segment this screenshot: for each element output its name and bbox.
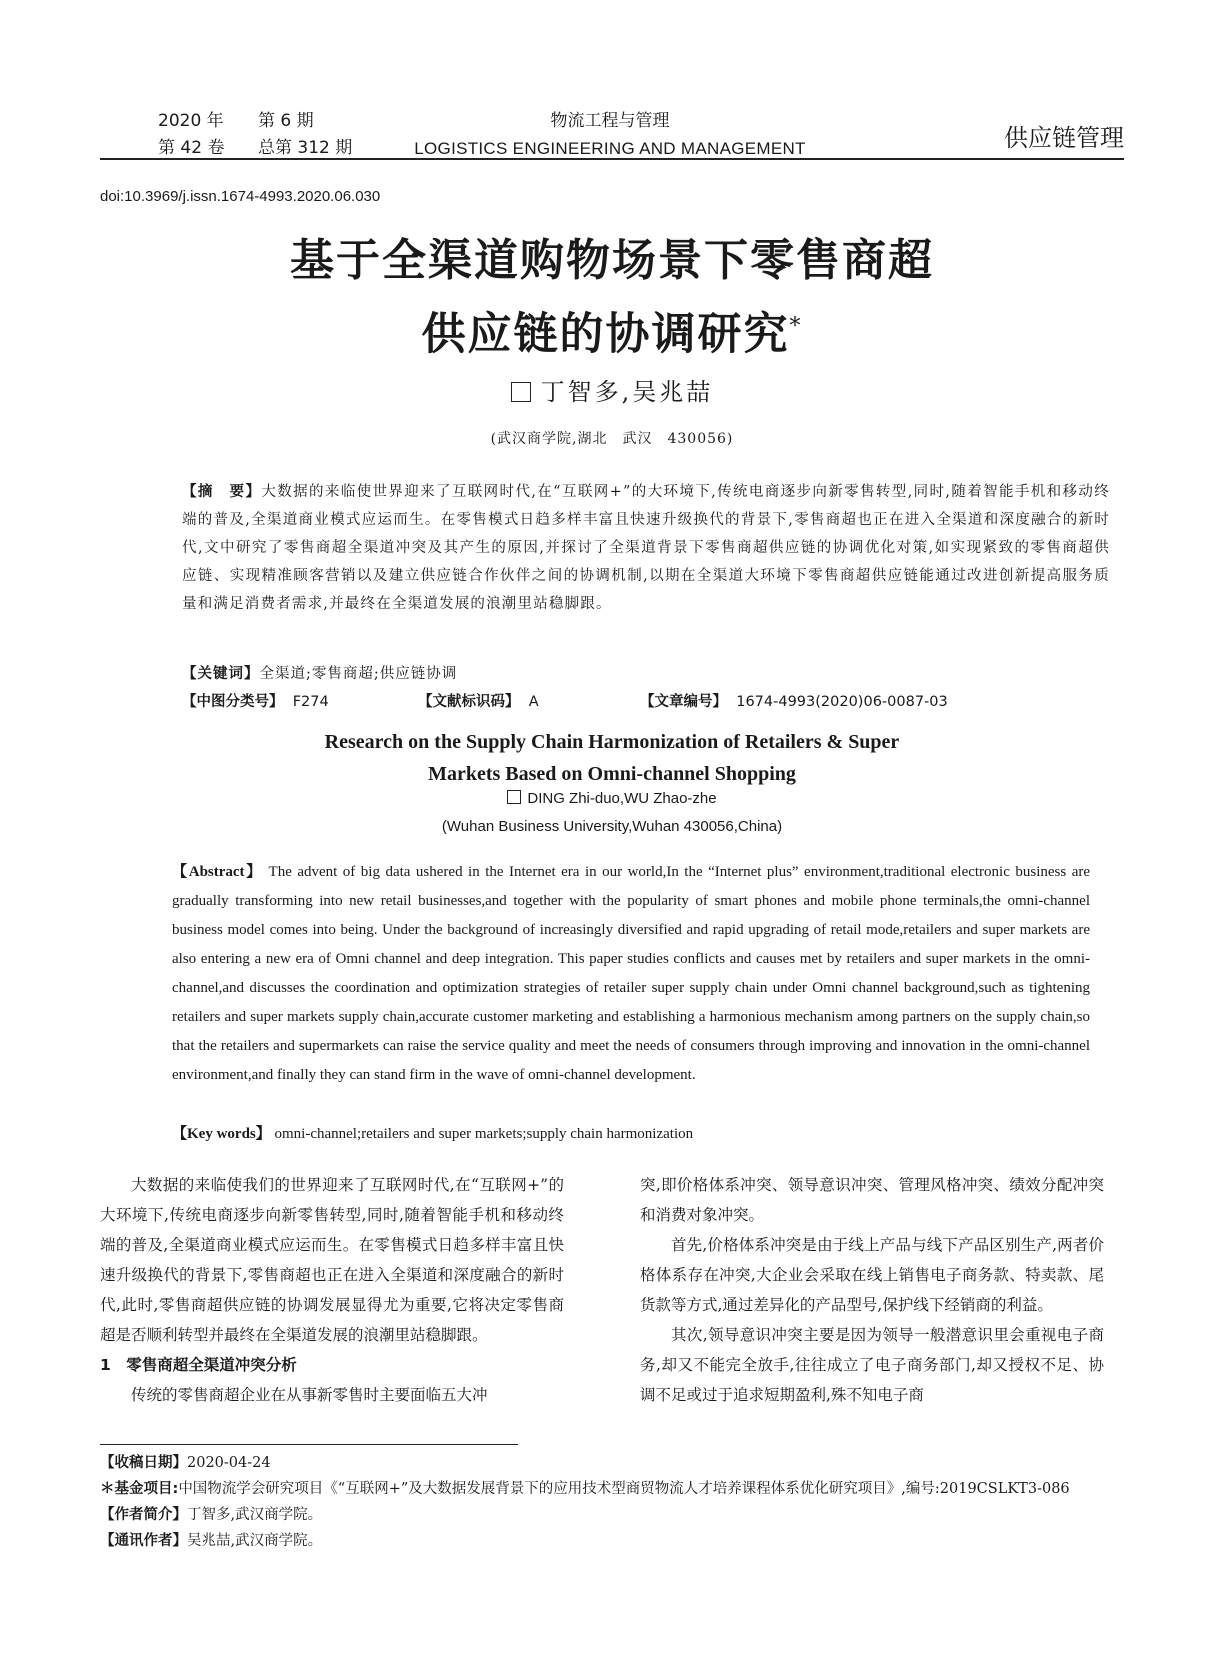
author-names-cn: 丁智多,吴兆喆 — [540, 378, 714, 406]
body-paragraph: 其次,领导意识冲突主要是因为领导一般潜意识里会重视电子商务,却又不能完全放手,往往成立了电子商务部门,却又授权不足、协调不足或过于追求短期盈利,殊不知电子商 — [640, 1326, 1104, 1404]
abstract-cn-label: 【摘 要】 — [182, 484, 262, 500]
square-icon — [507, 790, 521, 804]
section-heading: 1 零售商超全渠道冲突分析 — [100, 1356, 297, 1374]
issue: 第 6 期 — [258, 111, 314, 131]
section-label: 供应链管理 — [1004, 124, 1124, 152]
body-paragraph: 大数据的来临使我们的世界迎来了互联网时代,在“互联网+”的大环境下,传统电商逐步向新零售转型,同时,随着智能手机和移动终端的普及,全渠道商业模式应运而生。在零售模式日趋多样丰富且快速升级换代的背景下,零售商超也正在进入全渠道和深度融合的新时代,此时,零售商超供应链的协调发展显得尤为重要,它将决定零售商超是否顺利转型并最终在全渠道发展的浪潮里站稳脚跟。 — [100, 1176, 564, 1344]
abstract-cn — [152, 478, 1110, 618]
volume: 第 42 卷 — [158, 138, 225, 158]
year: 2020 年 — [158, 111, 224, 131]
footnote-divider — [100, 1444, 518, 1445]
title-en-line-1: Research on the Supply Chain Harmonization of Retailers & Super — [324, 731, 900, 753]
author-bio-label: 【作者简介】 — [100, 1507, 187, 1523]
keywords-cn — [182, 662, 457, 683]
doc-value: A — [528, 694, 539, 710]
journal-issue-info — [158, 108, 352, 162]
paper-title — [0, 228, 1224, 368]
author-names-en: DING Zhi-duo,WU Zhao-zhe — [527, 790, 717, 807]
clc-label: 【中图分类号】 — [182, 694, 284, 710]
art-label: 【文章编号】 — [640, 694, 727, 710]
authors-cn — [0, 372, 1224, 407]
art-value: 1674-4993(2020)06-0087-03 — [736, 694, 948, 710]
header-divider — [100, 158, 1124, 160]
received-value: 2020-04-24 — [187, 1455, 271, 1471]
abstract-en — [142, 858, 1090, 1090]
authors-en — [0, 790, 1224, 807]
title-en-line-2: Markets Based on Omni-channel Shopping — [428, 763, 796, 785]
corresponding-value: 吴兆喆,武汉商学院。 — [187, 1533, 323, 1549]
body-paragraph: 传统的零售商超企业在从事新零售时主要面临五大冲 — [131, 1386, 488, 1404]
body-paragraph: 突,即价格体系冲突、领导意识冲突、管理风格冲突、绩效分配冲突和消费对象冲突。 — [640, 1176, 1104, 1224]
abstract-en-text: The advent of big data ushered in the Internet era in our world,In the “Internet plus” environment,traditional electronic business are gradually transforming into new retail businesses,and together with the popularity of smart phones and mobile phone terminals,the omni-channel business model comes into being. Under the background of increasingly diversified and rapid upgrading of retail mode,retailers and super markets are also entering a new era of Omni channel and deep integration. This paper studies conflicts and causes met by retailers and super markets in the omni-channel,and discusses the coordination and optimization strategies of retailer super supply chain under Omni channel background,such as tightening retailers and super markets supply chain,accurate customer marketing and establishing a harmonious mechanism among partners on the supply chain,so that the retailers and supermarkets can raise the service quality and meet the needs of consumers through improving and innovation in the omni-channel environment,and finally they can stand firm in the wave of omni-channel development. — [172, 864, 1091, 1083]
abstract-en-label: 【Abstract】 — [172, 864, 264, 880]
fund-label: ＊基金项目: — [100, 1481, 179, 1497]
keywords-en-text: omni-channel;retailers and super markets;supply chain harmonization — [274, 1126, 694, 1142]
keywords-en-label: 【Key words】 — [172, 1126, 271, 1142]
footnotes — [100, 1450, 1124, 1554]
doi: doi:10.3969/j.issn.1674-4993.2020.06.030 — [100, 188, 381, 205]
abstract-cn-text: 大数据的来临使世界迎来了互联网时代,在“互联网+”的大环境下,传统电商逐步向新零售转型,同时,随着智能手机和移动终端的普及,全渠道商业模式应运而生。在零售模式日趋多样丰富且快速升级换代的背景下,零售商超也正在进入全渠道和深度融合的新时代,文中研究了零售商超全渠道冲突及其产生的原因,并探讨了全渠道背景下零售商超供应链的协调优化对策,如实现紧致的零售商超供应链、实现精准顾客营销以及建立供应链合作伙伴之间的协调机制,以期在全渠道大环境下零售商超供应链能通过改进创新提高服务质量和满足消费者需求,并最终在全渠道发展的浪潮里站稳脚跟。 — [182, 484, 1110, 612]
journal-name-en: LOGISTICS ENGINEERING AND MANAGEMENT — [414, 139, 806, 158]
article-number — [640, 690, 948, 711]
clc-value: F274 — [292, 694, 329, 710]
clc-number — [182, 690, 329, 711]
journal-name — [400, 108, 820, 162]
title-footnote-mark: * — [789, 314, 803, 339]
corresponding-label: 【通讯作者】 — [100, 1533, 187, 1549]
keywords-en — [172, 1122, 693, 1143]
paper-title-en — [0, 726, 1224, 790]
fund-value: 中国物流学会研究项目《“互联网+”及大数据发展背景下的应用技术型商贸物流人才培养课程体系优化研究项目》,编号:2019CSLKT3-086 — [178, 1481, 1070, 1497]
body-left-column — [100, 1170, 564, 1410]
author-bio-value: 丁智多,武汉商学院。 — [187, 1507, 323, 1523]
keywords-cn-label: 【关键词】 — [182, 666, 260, 682]
doc-label: 【文献标识码】 — [418, 694, 520, 710]
square-icon — [511, 382, 531, 402]
doc-code — [418, 690, 539, 711]
title-line-1: 基于全渠道购物场景下零售商超 — [290, 235, 934, 286]
title-line-2: 供应链的协调研究 — [421, 308, 790, 360]
body-paragraph: 首先,价格体系冲突是由于线上产品与线下产品区别生产,两者价格体系存在冲突,大企业会采取在线上销售电子商务款、特卖款、尾货款等方式,通过差异化的产品型号,保护线下经销商的利益。 — [640, 1236, 1104, 1314]
keywords-cn-text: 全渠道;零售商超;供应链协调 — [259, 666, 458, 682]
affiliation-cn: (武汉商学院,湖北 武汉 430056) — [490, 431, 734, 447]
journal-name-cn: 物流工程与管理 — [550, 111, 670, 131]
body-right-column — [640, 1170, 1104, 1410]
total-issue: 总第 312 期 — [258, 138, 353, 158]
received-label: 【收稿日期】 — [100, 1455, 187, 1471]
affiliation-en: (Wuhan Business University,Wuhan 430056,China) — [441, 818, 783, 835]
